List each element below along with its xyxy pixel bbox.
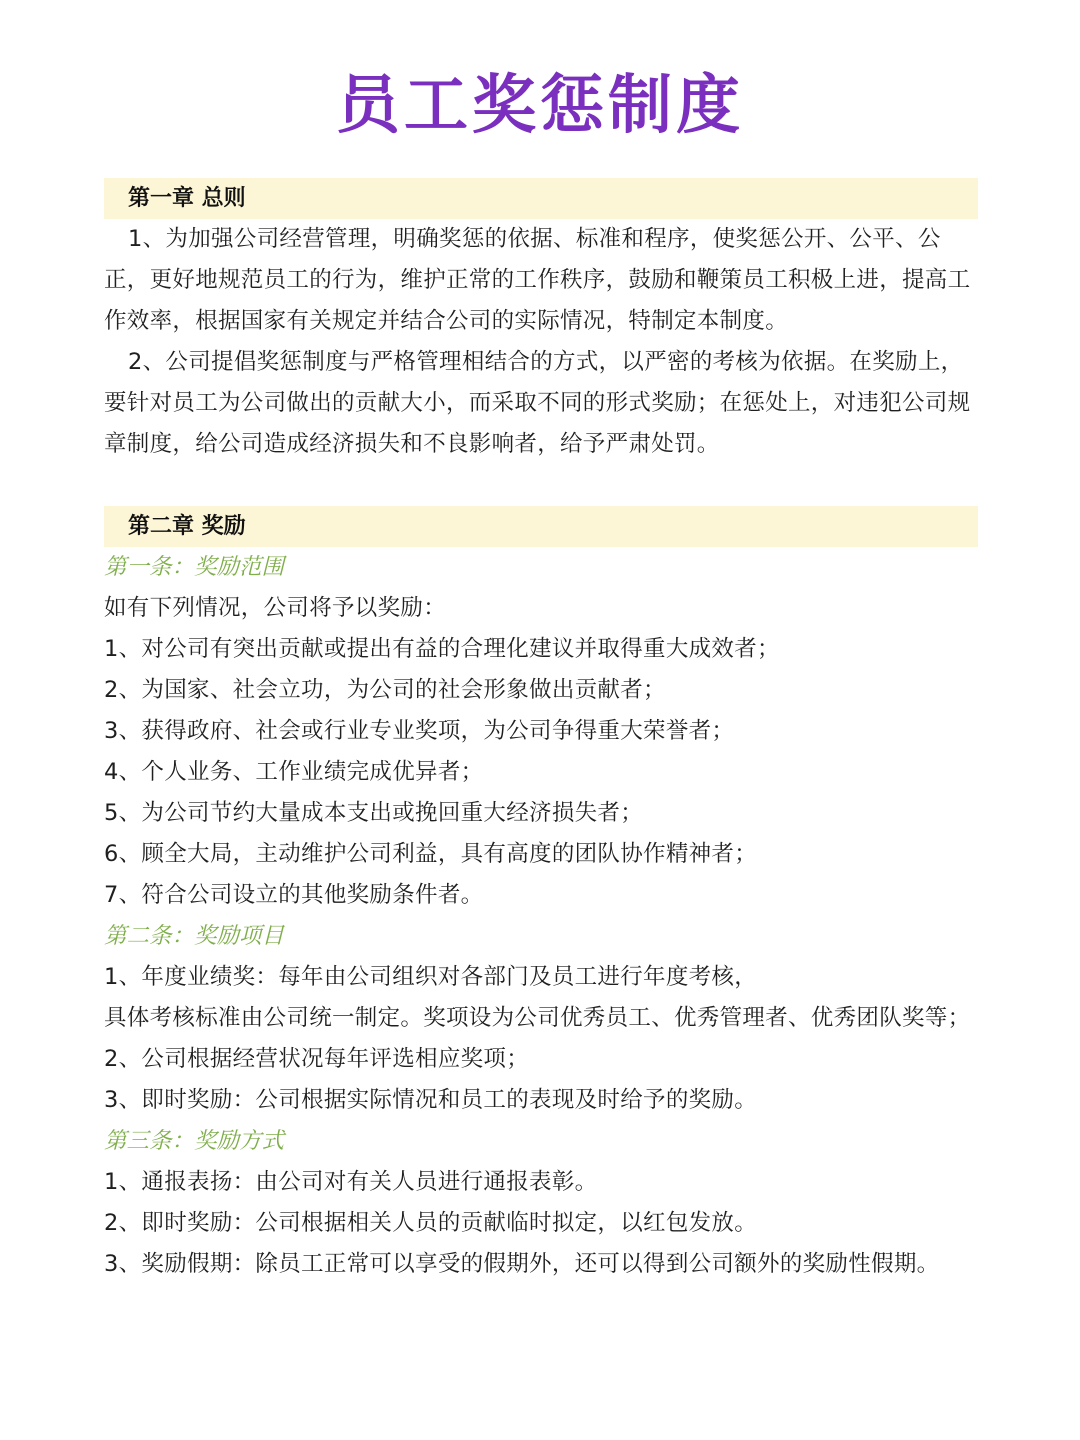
reward-method-item: 1、通报表扬：由公司对有关人员进行通报表彰。 bbox=[104, 1169, 598, 1195]
chapter-general bbox=[104, 178, 978, 465]
reward-scope-intro: 如有下列情况，公司将予以奖励： bbox=[104, 595, 447, 621]
article-title-reward-scope: 第一条：奖励范围 bbox=[104, 554, 285, 580]
article-reward-scope bbox=[104, 547, 978, 916]
article-reward-methods bbox=[104, 1121, 978, 1285]
reward-scope-item: 5、为公司节约大量成本支出或挽回重大经济损失者； bbox=[104, 800, 644, 826]
chapter-heading-general: 第一章 总则 bbox=[104, 178, 978, 219]
article-title-reward-items: 第二条：奖励项目 bbox=[104, 923, 285, 949]
reward-method-item: 3、奖励假期：除员工正常可以享受的假期外，还可以得到公司额外的奖励性假期。 bbox=[104, 1251, 940, 1277]
general-paragraph-2: 2、公司提倡奖惩制度与严格管理相结合的方式，以严密的考核为依据。在奖励上，要针对员工为公司做出的贡献大小，而采取不同的形式奖励；在惩处上，对违犯公司规章制度，给公司造成经济损失和不良影响者，给予严肃处罚。 bbox=[104, 349, 971, 457]
article-reward-items bbox=[104, 916, 978, 1121]
reward-scope-item: 4、个人业务、工作业绩完成优异者； bbox=[104, 759, 484, 785]
reward-scope-item: 6、顾全大局，主动维护公司利益，具有高度的团队协作精神者； bbox=[104, 841, 758, 867]
chapter-heading-rewards: 第二章 奖励 bbox=[104, 506, 978, 547]
reward-scope-item: 2、为国家、社会立功，为公司的社会形象做出贡献者； bbox=[104, 677, 666, 703]
reward-item-annual-line1: 1、年度业绩奖：每年由公司组织对各部门及员工进行年度考核， bbox=[104, 964, 758, 990]
reward-item: 3、即时奖励：公司根据实际情况和员工的表现及时给予的奖励。 bbox=[104, 1087, 758, 1113]
document-title: 员工奖惩制度 bbox=[336, 69, 744, 143]
reward-scope-item: 1、对公司有突出贡献或提出有益的合理化建议并取得重大成效者； bbox=[104, 636, 780, 662]
reward-method-item: 2、即时奖励：公司根据相关人员的贡献临时拟定，以红包发放。 bbox=[104, 1210, 758, 1236]
section-spacer bbox=[104, 465, 978, 506]
reward-item: 2、公司根据经营状况每年评选相应奖项； bbox=[104, 1046, 530, 1072]
document-body bbox=[104, 178, 978, 1285]
reward-scope-item: 7、符合公司设立的其他奖励条件者。 bbox=[104, 882, 484, 908]
chapter-rewards bbox=[104, 506, 978, 1285]
general-paragraph-1: 1、为加强公司经营管理，明确奖惩的依据、标准和程序，使奖惩公开、公平、公正，更好地规范员工的行为，维护正常的工作秩序，鼓励和鞭策员工积极上进，提高工作效率，根据国家有关规定并结合公司的实际情况，特制定本制度。 bbox=[104, 226, 971, 334]
reward-item-annual-line2: 具体考核标准由公司统一制定。奖项设为公司优秀员工、优秀管理者、优秀团队奖等； bbox=[104, 1005, 971, 1031]
reward-scope-item: 3、获得政府、社会或行业专业奖项，为公司争得重大荣誉者； bbox=[104, 718, 735, 744]
article-title-reward-methods: 第三条：奖励方式 bbox=[104, 1128, 285, 1154]
